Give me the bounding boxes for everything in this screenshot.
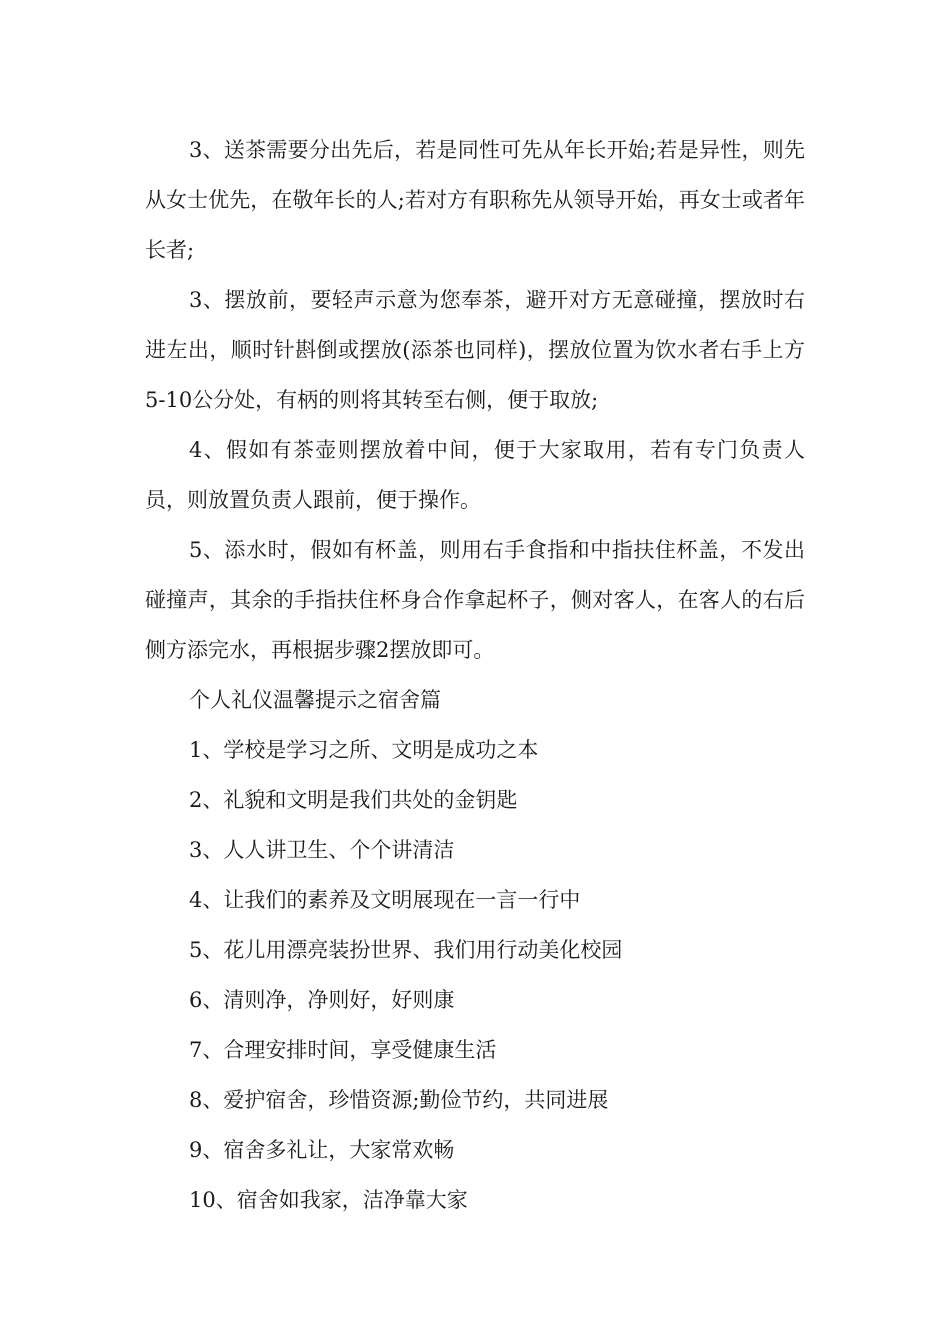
dormitory-tips-list (145, 725, 805, 1225)
list-item: 1、学校是学习之所、文明是成功之本 (189, 738, 539, 762)
list-item: 3、人人讲卫生、个个讲清洁 (189, 838, 455, 862)
list-item: 10、宿舍如我家，洁净靠大家 (189, 1188, 468, 1212)
list-item: 7、合理安排时间，享受健康生活 (189, 1038, 497, 1062)
paragraph-adding-water: 5、添水时，假如有杯盖，则用右手食指和中指扶住杯盖，不发出碰撞声，其余的手指扶住杯身合作拿起杯子，侧对客人，在客人的右后侧方添完水，再根据步骤2摆放即可。 (145, 538, 805, 662)
document-body (145, 125, 805, 1225)
paragraph-tea-placement: 3、摆放前，要轻声示意为您奉茶，避开对方无意碰撞，摆放时右进左出，顺时针斟倒或摆放(添茶也同样)，摆放位置为饮水者右手上方5-10公分处，有柄的则将其转至右侧，便于取放; (145, 288, 805, 412)
list-item: 9、宿舍多礼让，大家常欢畅 (189, 1138, 455, 1162)
section-title: 个人礼仪温馨提示之宿舍篇 (189, 688, 441, 712)
paragraph-tea-serving-order: 3、送茶需要分出先后，若是同性可先从年长开始;若是异性，则先从女士优先，在敬年长的人;若对方有职称先从领导开始，再女士或者年长者; (145, 138, 805, 262)
list-item: 6、清则净，净则好，好则康 (189, 988, 455, 1012)
paragraph-teapot: 4、假如有茶壶则摆放着中间，便于大家取用，若有专门负责人员，则放置负责人跟前，便于操作。 (145, 438, 805, 512)
list-item: 5、花儿用漂亮装扮世界、我们用行动美化校园 (189, 938, 623, 962)
list-item: 8、爱护宿舍，珍惜资源;勤俭节约，共同进展 (189, 1088, 609, 1112)
list-item: 2、礼貌和文明是我们共处的金钥匙 (189, 788, 518, 812)
list-item: 4、让我们的素养及文明展现在一言一行中 (189, 888, 581, 912)
